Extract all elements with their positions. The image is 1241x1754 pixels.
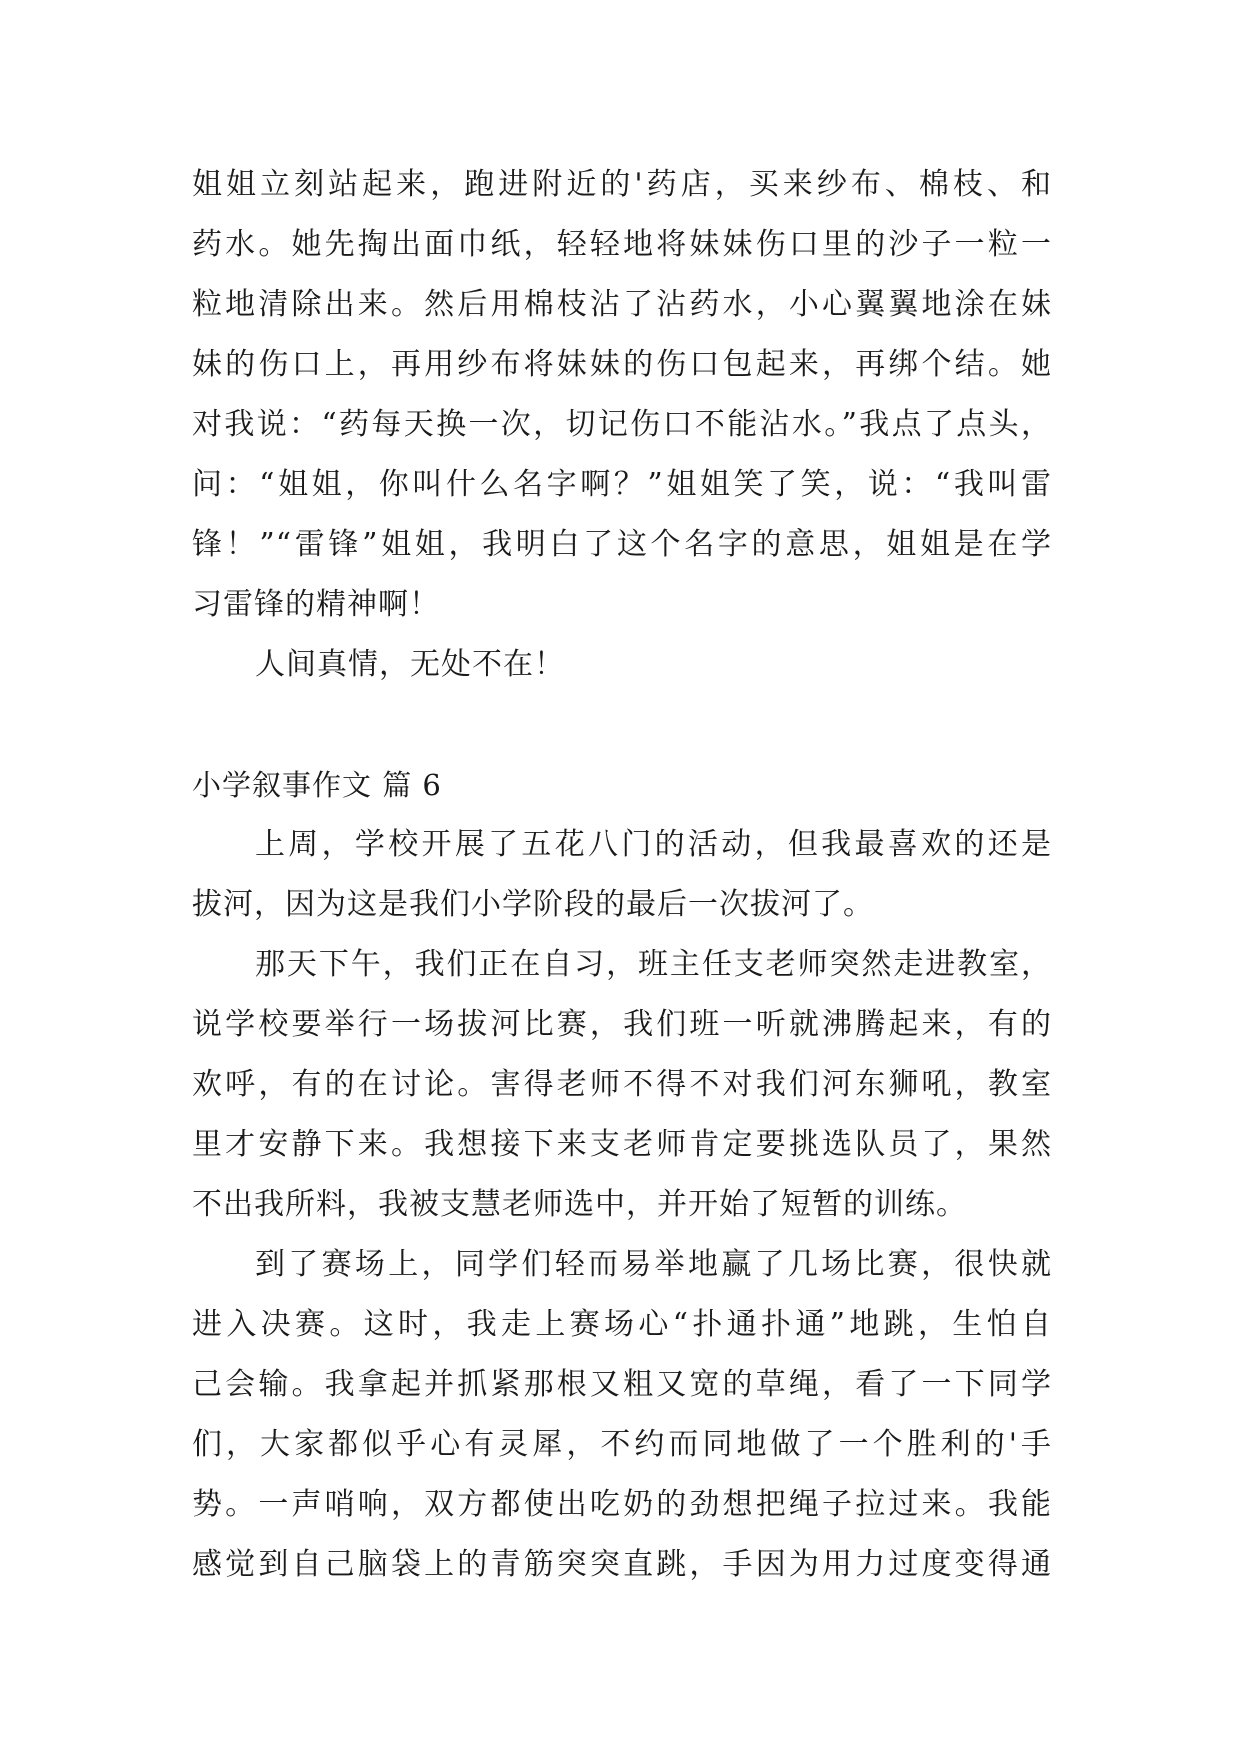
text-line: 感觉到自己脑袋上的青筋突突直跳，手因为用力过度变得通 (192, 1547, 1052, 1582)
text-line: 药水。她先掏出面巾纸，轻轻地将妹妹伤口里的沙子一粒一 (192, 227, 1052, 262)
paragraph-3 (192, 1235, 1052, 1595)
paragraph-1 (192, 815, 1052, 935)
text-line: 己会输。我拿起并抓紧那根又粗又宽的草绳，看了一下同学 (192, 1367, 1052, 1402)
text-line: 说学校要举行一场拔河比赛，我们班一听就沸腾起来，有的 (192, 1007, 1052, 1042)
text-line: 们，大家都似乎心有灵犀，不约而同地做了一个胜利的'手 (192, 1427, 1052, 1462)
text-line: 进入决赛。这时，我走上赛场心“扑通扑通”地跳，生怕自 (192, 1307, 1052, 1342)
text-line: 里才安静下来。我想接下来支老师肯定要挑选队员了，果然 (192, 1127, 1052, 1162)
text-line: 那天下午，我们正在自习，班主任支老师突然走进教室， (255, 947, 1052, 982)
closing-sentence: 人间真情，无处不在！ (255, 647, 565, 682)
paragraph-story-end (192, 155, 1052, 635)
section-heading: 小学叙事作文 篇 6 (192, 768, 442, 802)
document-page (192, 155, 1052, 1595)
text-line: 拔河，因为这是我们小学阶段的最后一次拔河了。 (192, 887, 874, 922)
text-line: 对我说：“药每天换一次，切记伤口不能沾水。”我点了点头， (192, 407, 1052, 442)
text-line: 粒地清除出来。然后用棉枝沾了沾药水，小心翼翼地涂在妹 (192, 287, 1052, 322)
text-line: 锋！”“雷锋”姐姐，我明白了这个名字的意思，姐姐是在学 (192, 527, 1052, 562)
text-line: 欢呼，有的在讨论。害得老师不得不对我们河东狮吼，教室 (192, 1067, 1052, 1102)
text-line: 到了赛场上，同学们轻而易举地赢了几场比赛，很快就 (255, 1247, 1052, 1282)
text-line: 上周，学校开展了五花八门的活动，但我最喜欢的还是 (255, 827, 1052, 862)
text-line: 势。一声哨响，双方都使出吃奶的劲想把绳子拉过来。我能 (192, 1487, 1052, 1522)
text-line: 不出我所料，我被支慧老师选中，并开始了短暂的训练。 (192, 1187, 967, 1222)
text-line: 问：“姐姐，你叫什么名字啊？”姐姐笑了笑，说：“我叫雷 (192, 467, 1052, 502)
text-line: 姐姐立刻站起来，跑进附近的'药店，买来纱布、棉枝、和 (192, 167, 1052, 202)
text-line: 妹的伤口上，再用纱布将妹妹的伤口包起来，再绑个结。她 (192, 347, 1052, 382)
text-line: 习雷锋的精神啊！ (192, 587, 440, 622)
paragraph-2 (192, 935, 1052, 1235)
